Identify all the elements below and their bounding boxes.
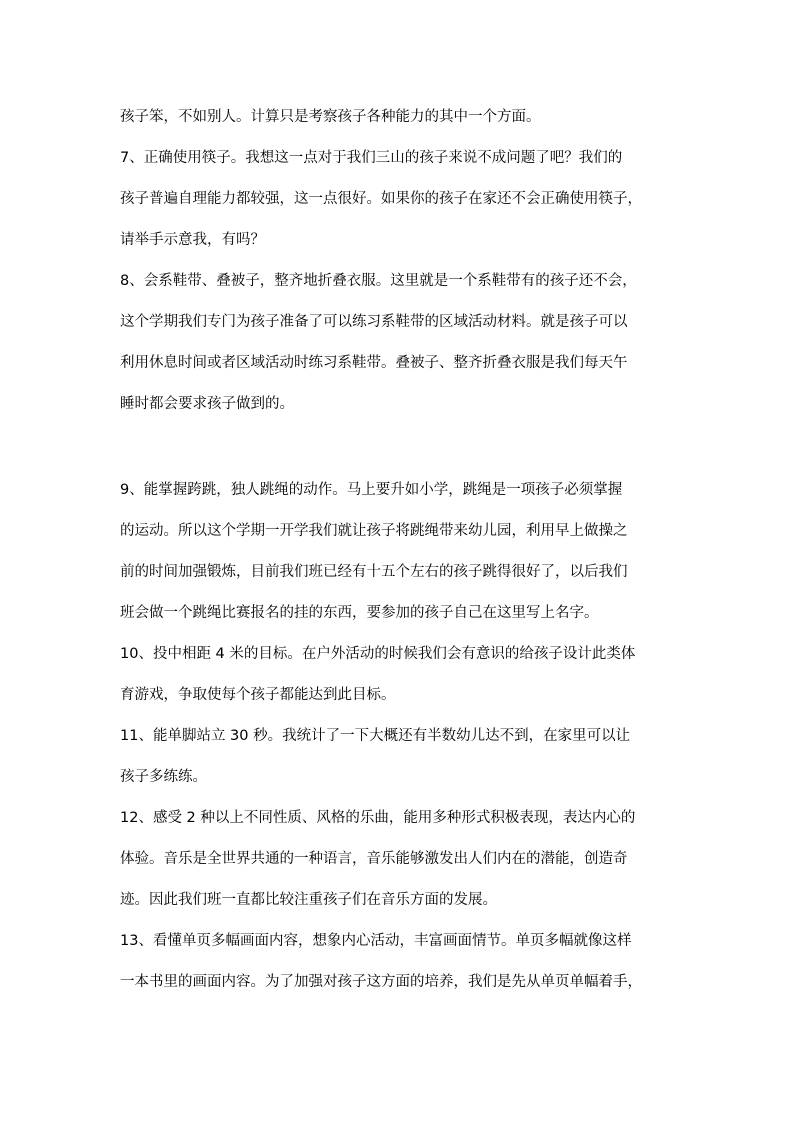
- text-line: 前的时间加强锻炼，目前我们班已经有十五个左右的孩子跳得很好了，以后我们: [120, 564, 628, 580]
- text-line: 孩子多练练。: [120, 769, 207, 785]
- text-line: 这个学期我们专门为孩子准备了可以练习系鞋带的区域活动材料。就是孩子可以: [120, 314, 628, 330]
- text-line: 班会做一个跳绳比赛报名的挂的东西，要参加的孩子自己在这里写上名字。: [120, 605, 599, 621]
- text-line: 迹。因此我们班一直都比较注重孩子们在音乐方面的发展。: [120, 892, 497, 908]
- text-line: 孩子笨，不如别人。计算只是考察孩子各种能力的其中一个方面。: [120, 109, 541, 125]
- text-line: 13、看懂单页多幅画面内容，想象内心活动，丰富画面情节。单页多幅就像这样: [120, 933, 632, 949]
- text-line: 10、投中相距 4 米的目标。在户外活动的时候我们会有意识的给孩子设计此类体: [120, 646, 636, 662]
- text-line: 一本书里的画面内容。为了加强对孩子这方面的培养，我们是先从单页单幅着手，: [120, 974, 642, 990]
- text-line: 8、会系鞋带、叠被子，整齐地折叠衣服。这里就是一个系鞋带有的孩子还不会，: [120, 273, 637, 289]
- text-line: 12、感受 2 种以上不同性质、风格的乐曲，能用多种形式积极表现，表达内心的: [120, 810, 636, 826]
- text-line: 9、能掌握跨跳，独人跳绳的动作。马上要升如小学，跳绳是一项孩子必须掌握: [120, 482, 623, 498]
- text-line: 请举手示意我，有吗？: [120, 232, 265, 248]
- text-line: 利用休息时间或者区域活动时练习系鞋带。叠被子、整齐折叠衣服是我们每天午: [120, 355, 628, 371]
- text-line: 11、能单脚站立 30 秒。我统计了一下大概还有半数幼儿达不到，在家里可以让: [120, 728, 631, 744]
- text-line: 的运动。所以这个学期一开学我们就让孩子将跳绳带来幼儿园，利用早上做操之: [120, 523, 628, 539]
- text-line: 孩子普遍自理能力都较强，这一点很好。如果你的孩子在家还不会正确使用筷子，: [120, 191, 642, 207]
- text-line: 7、正确使用筷子。我想这一点对于我们三山的孩子来说不成问题了吧？我们的: [120, 150, 623, 166]
- text-line: 体验。音乐是全世界共通的一种语言，音乐能够激发出人们内在的潜能，创造奇: [120, 851, 628, 867]
- text-line: 睡时都会要求孩子做到的。: [120, 396, 294, 412]
- text-line: 育游戏，争取使每个孩子都能达到此目标。: [120, 687, 396, 703]
